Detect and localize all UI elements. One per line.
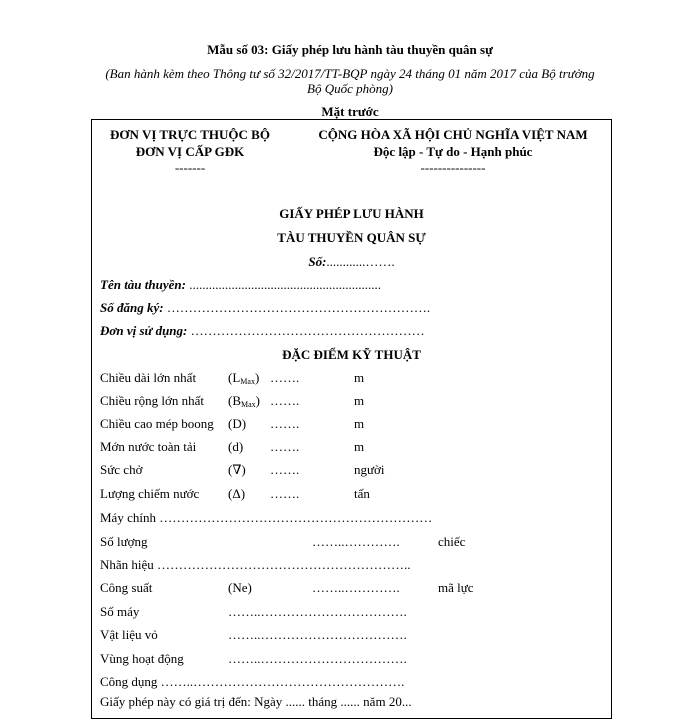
ident-row-unit <box>100 323 425 339</box>
ident-row-regno <box>100 300 430 316</box>
engine-main-row <box>100 510 432 526</box>
side-label: Mặt trước <box>321 104 379 119</box>
spec-dots: ……. <box>270 486 300 501</box>
serial-label: Số máy <box>100 604 140 619</box>
brand-label: Nhãn hiệu <box>100 557 154 572</box>
spec-label: Mớn nước toàn tải <box>100 439 197 454</box>
spec-label: Chiều dài lớn nhất <box>100 370 197 385</box>
spec-row <box>100 486 199 502</box>
form-title: Mẫu số 03: Giấy phép lưu hành tàu thuyền quân sự <box>207 42 493 57</box>
spec-label: Lượng chiếm nước <box>100 486 200 501</box>
use-label: Công dụng <box>100 674 158 689</box>
ident-label: Đơn vị sử dụng: <box>100 323 188 338</box>
engine-main-label: Máy chính <box>100 510 156 525</box>
permit-number-dots: ............……. <box>326 254 395 269</box>
spec-unit: m <box>354 370 365 385</box>
ident-row-name <box>100 277 381 293</box>
spec-symbol: (D) <box>228 416 247 431</box>
spec-symbol: (∇) <box>228 462 246 477</box>
permit-number <box>91 254 612 270</box>
spec-unit: m <box>354 416 365 431</box>
republic-title: CỘNG HÒA XÃ HỘI CHỦ NGHĨA VIỆT NAM <box>318 127 588 142</box>
ident-dots: ……………………………………………… <box>190 323 425 338</box>
qty-dots: ……..…………. <box>312 534 400 549</box>
issued-note-line2: Bộ Quốc phòng) <box>307 81 393 96</box>
republic-divider: --------------- <box>420 160 486 175</box>
unit-line1: ĐƠN VỊ TRỰC THUỘC BỘ <box>110 127 270 142</box>
republic-motto: Độc lập - Tự do - Hạnh phúc <box>373 144 533 159</box>
use-dots: ……..…………………………………………. <box>160 674 405 689</box>
spec-dots: ……. <box>270 416 300 431</box>
qty-label: Số lượng <box>100 534 148 549</box>
brand-row <box>100 557 411 573</box>
permit-title2: TÀU THUYỀN QUÂN SỰ <box>277 230 426 245</box>
spec-dots: ……. <box>270 439 300 454</box>
spec-unit: tấn <box>354 486 370 501</box>
spec-dots: ……. <box>270 462 300 477</box>
use-row <box>100 674 404 690</box>
hull-label: Vật liệu vỏ <box>100 627 158 642</box>
validity-line-partial: Giấy phép này có giá trị đến: Ngày ...... tháng ...... năm 20... <box>100 694 412 709</box>
qty-unit: chiếc <box>438 534 466 549</box>
power-unit: mã lực <box>438 580 474 595</box>
issued-note-line1: (Ban hành kèm theo Thông tư số 32/2017/TT-BQP ngày 24 tháng 01 năm 2017 của Bộ trưởng <box>105 66 595 81</box>
spec-unit: người <box>354 462 385 477</box>
spec-dots: ……. <box>270 393 300 408</box>
ident-dots: ……………………………………………………. <box>166 300 431 315</box>
engine-main-dots: ……………………………………………………… <box>159 510 433 525</box>
spec-symbol: $(B_{Max})$ <box>228 393 261 409</box>
brand-dots: ………………………………………………….. <box>157 557 411 572</box>
area-dots: ……..……………………………. <box>228 651 407 666</box>
spec-unit: m <box>354 439 365 454</box>
serial-dots: ……..……………………………. <box>228 604 407 619</box>
unit-line2: ĐƠN VỊ CẤP GĐK <box>135 144 245 159</box>
spec-dots: ……. <box>270 370 300 385</box>
spec-label: Chiều rộng lớn nhất <box>100 393 204 408</box>
spec-row <box>100 439 196 455</box>
spec-symbol: (Δ) <box>228 486 246 501</box>
spec-row <box>100 416 214 432</box>
spec-label: Sức chở <box>100 462 143 477</box>
spec-symbol: $(L_{Max})$ <box>228 370 260 386</box>
spec-row <box>100 462 142 478</box>
unit-divider: ------- <box>174 160 206 175</box>
spec-row <box>100 370 196 386</box>
ident-dots: ........................................................... <box>189 277 381 292</box>
specs-heading: ĐẶC ĐIỂM KỸ THUẬT <box>282 347 421 362</box>
ident-label: Tên tàu thuyền: <box>100 277 186 292</box>
spec-unit: m <box>354 393 365 408</box>
hull-dots: ……..……………………………. <box>228 627 407 642</box>
power-label: Công suất <box>100 580 153 595</box>
power-symbol: (Ne) <box>228 580 252 595</box>
ident-label: Số đăng ký: <box>100 300 164 315</box>
power-dots: ……..…………. <box>312 580 400 595</box>
spec-row <box>100 393 204 409</box>
area-label: Vùng hoạt động <box>100 651 184 666</box>
permit-number-label: Số: <box>308 254 327 269</box>
spec-symbol: (d) <box>228 439 244 454</box>
permit-title1: GIẤY PHÉP LƯU HÀNH <box>279 206 424 221</box>
spec-label: Chiều cao mép boong <box>100 416 214 431</box>
